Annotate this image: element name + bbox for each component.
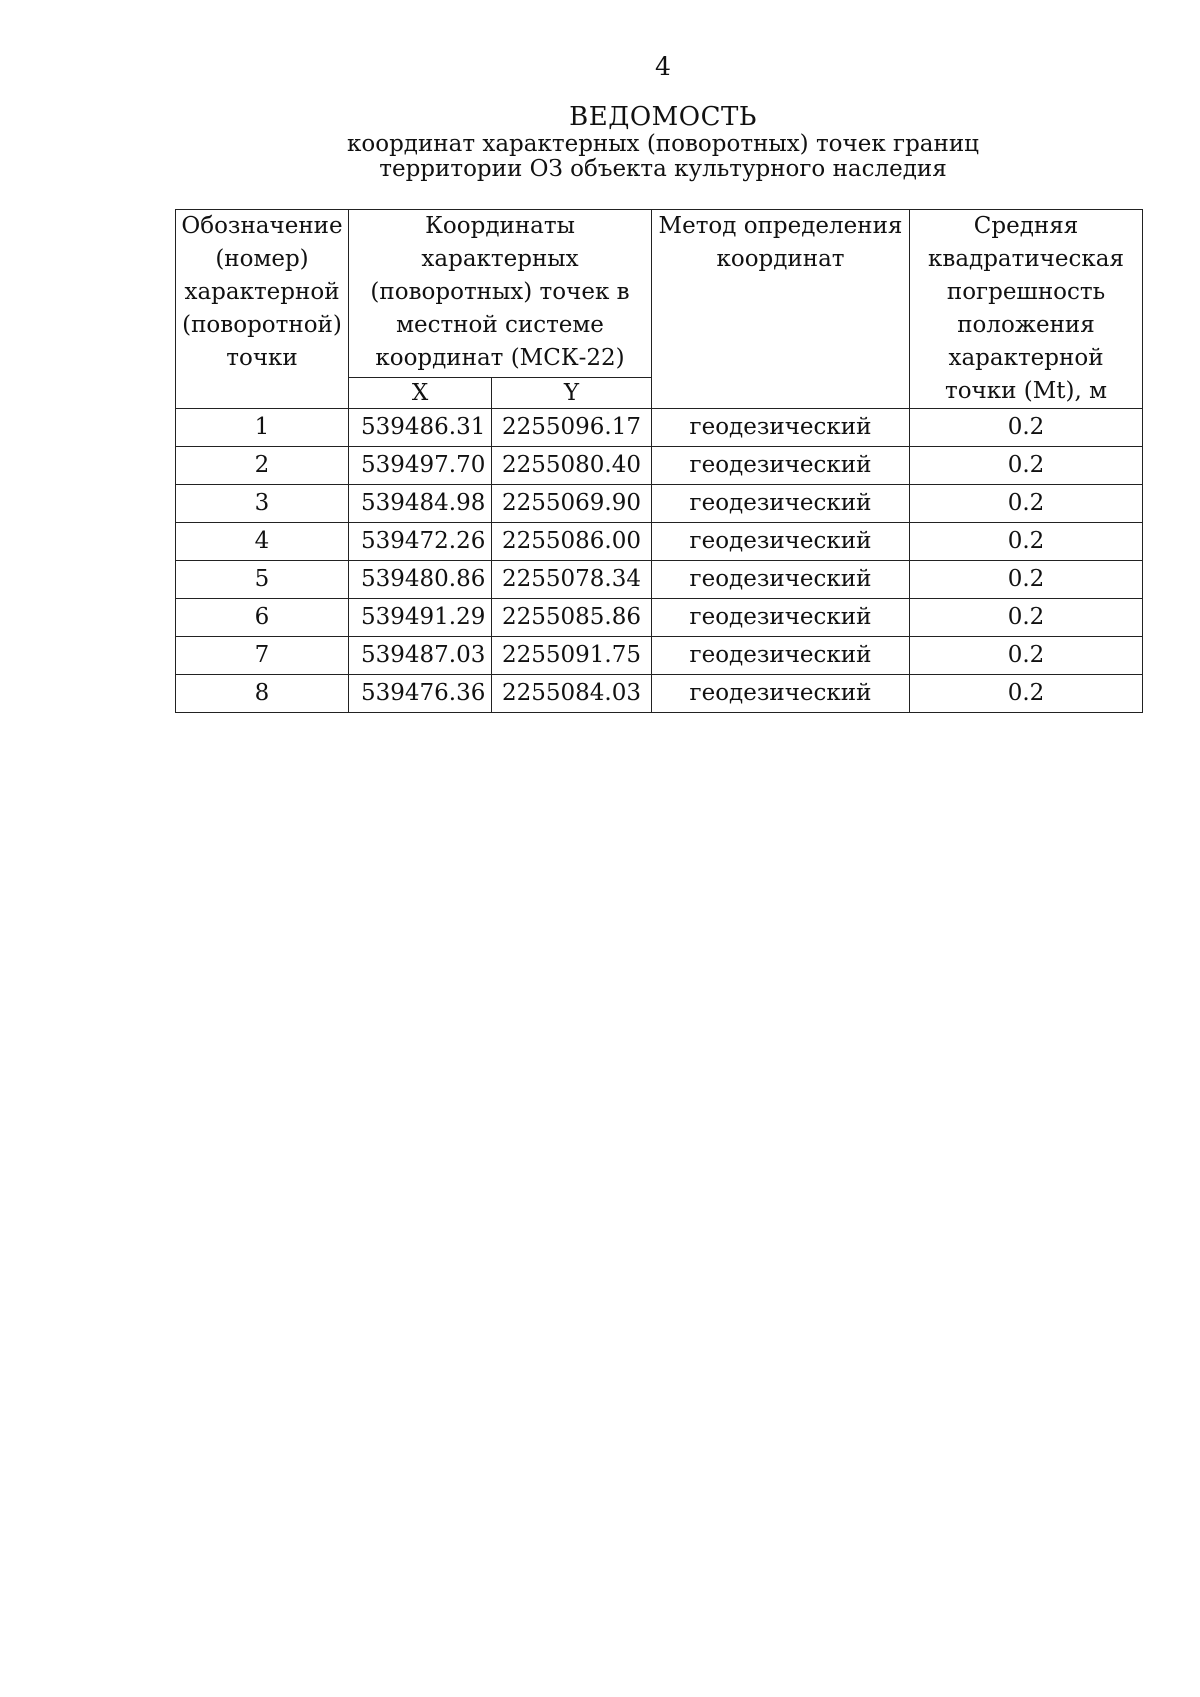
table-row	[176, 637, 1143, 675]
coord-x: 539491.29	[349, 599, 492, 637]
header-line: Метод определения	[658, 213, 903, 239]
point-number: 8	[176, 675, 349, 713]
header-method	[652, 210, 910, 409]
header-line: погрешность	[946, 279, 1106, 305]
header-line: (поворотной)	[182, 312, 342, 338]
mean-square-error: 0.2	[910, 675, 1143, 713]
header-line: координат	[716, 246, 845, 272]
coord-x: 539487.03	[349, 637, 492, 675]
header-line: точки (Mt), м	[944, 378, 1108, 404]
coord-y: 2255084.03	[492, 675, 652, 713]
header-point-designation	[176, 210, 349, 409]
method: геодезический	[652, 637, 910, 675]
header-mean-square-error	[910, 210, 1143, 409]
header-line: (поворотных) точек в	[370, 279, 630, 305]
coord-y: 2255080.40	[492, 447, 652, 485]
table-row	[176, 561, 1143, 599]
header-y: Y	[492, 378, 652, 409]
point-number: 3	[176, 485, 349, 523]
header-line: Координаты	[425, 213, 575, 239]
table-row	[176, 485, 1143, 523]
table-body	[176, 409, 1143, 713]
coord-y: 2255069.90	[492, 485, 652, 523]
header-line: Обозначение	[181, 213, 343, 239]
header-line: характерной	[948, 345, 1104, 371]
method: геодезический	[652, 485, 910, 523]
point-number: 4	[176, 523, 349, 561]
point-number: 2	[176, 447, 349, 485]
header-line: характерной	[184, 279, 340, 305]
table-header	[176, 210, 1143, 409]
method: геодезический	[652, 409, 910, 447]
header-line: координат (МСК-22)	[375, 345, 625, 371]
header-line: квадратическая	[928, 246, 1124, 272]
method: геодезический	[652, 599, 910, 637]
header-line: местной системе	[396, 312, 604, 338]
coord-y: 2255085.86	[492, 599, 652, 637]
method: геодезический	[652, 523, 910, 561]
coord-x: 539476.36	[349, 675, 492, 713]
header-coordinates	[349, 210, 652, 378]
header-line: Средняя	[973, 213, 1079, 239]
mean-square-error: 0.2	[910, 409, 1143, 447]
header-line: (номер)	[215, 246, 309, 272]
table-row	[176, 599, 1143, 637]
method: геодезический	[652, 561, 910, 599]
method: геодезический	[652, 447, 910, 485]
coord-y: 2255078.34	[492, 561, 652, 599]
coord-x: 539484.98	[349, 485, 492, 523]
mean-square-error: 0.2	[910, 561, 1143, 599]
document-subtitle-line-1: координат характерных (поворотных) точек границ	[347, 131, 979, 157]
coord-x: 539486.31	[349, 409, 492, 447]
mean-square-error: 0.2	[910, 447, 1143, 485]
header-line: положения	[957, 312, 1095, 338]
point-number: 5	[176, 561, 349, 599]
table-row	[176, 675, 1143, 713]
mean-square-error: 0.2	[910, 485, 1143, 523]
table-row	[176, 447, 1143, 485]
table-row	[176, 409, 1143, 447]
point-number: 6	[176, 599, 349, 637]
mean-square-error: 0.2	[910, 523, 1143, 561]
coord-x: 539497.70	[349, 447, 492, 485]
coord-y: 2255096.17	[492, 409, 652, 447]
point-number: 1	[176, 409, 349, 447]
page-number: 4	[655, 52, 671, 81]
coord-y: 2255091.75	[492, 637, 652, 675]
coordinates-table	[175, 209, 1143, 713]
method: геодезический	[652, 675, 910, 713]
mean-square-error: 0.2	[910, 599, 1143, 637]
document-title: ВЕДОМОСТЬ	[569, 102, 757, 132]
mean-square-error: 0.2	[910, 637, 1143, 675]
header-line: точки	[226, 345, 298, 371]
document-subtitle-line-2: территории ОЗ объекта культурного наследия	[379, 156, 947, 182]
header-line: характерных	[421, 246, 579, 272]
header-x: X	[349, 378, 492, 409]
table-row	[176, 523, 1143, 561]
coord-x: 539480.86	[349, 561, 492, 599]
point-number: 7	[176, 637, 349, 675]
coord-y: 2255086.00	[492, 523, 652, 561]
coord-x: 539472.26	[349, 523, 492, 561]
